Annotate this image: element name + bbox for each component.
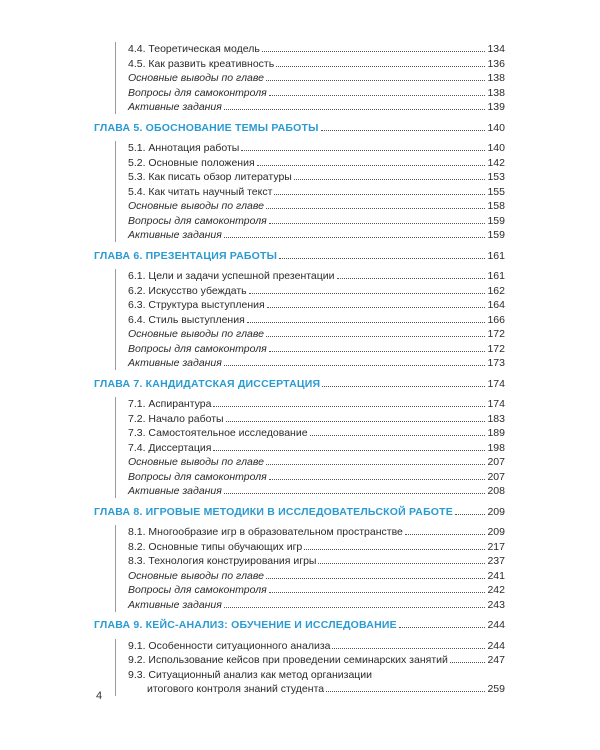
toc-entry bbox=[128, 169, 505, 183]
toc-leader-dots bbox=[269, 223, 485, 224]
toc-leader-dots bbox=[224, 365, 485, 366]
toc-entry-title: итогового контроля знаний студента bbox=[147, 683, 325, 695]
toc-chapter-title: ГЛАВА 9. КЕЙС-АНАЛИЗ: ОБУЧЕНИЕ И ИССЛЕДОВАНИЕ bbox=[94, 619, 397, 631]
toc-chapter bbox=[94, 376, 505, 390]
toc-leader-dots bbox=[213, 450, 485, 451]
toc-entry-title: Вопросы для самоконтроля bbox=[128, 214, 267, 227]
toc-entry bbox=[128, 582, 505, 596]
section-divider-line bbox=[115, 269, 116, 370]
toc-entry-title: Основные выводы по главе bbox=[128, 456, 264, 468]
toc-page-number: 159 bbox=[487, 214, 505, 227]
toc-entry-title: 6.4. Стиль выступления bbox=[128, 313, 245, 326]
toc-entry-title: Вопросы для самоконтроля bbox=[128, 470, 267, 483]
toc-entry-title: 4.4. Теоретическая модель bbox=[128, 43, 260, 55]
toc-entry-title: 8.3. Технология конструирования игры bbox=[128, 555, 317, 567]
toc-entry bbox=[128, 213, 505, 227]
toc-page-number: 155 bbox=[487, 185, 505, 198]
toc-page-number: 173 bbox=[487, 357, 505, 369]
toc-leader-dots bbox=[257, 165, 485, 166]
toc-leader-dots bbox=[224, 237, 485, 238]
toc-page-number: 164 bbox=[487, 299, 505, 311]
toc-chapter bbox=[94, 504, 505, 518]
toc-page-number: 242 bbox=[487, 584, 505, 596]
toc-entry bbox=[128, 652, 505, 666]
toc-page-number: 136 bbox=[487, 57, 505, 70]
toc-entry-title: Основные выводы по главе bbox=[128, 328, 264, 340]
toc-leader-dots bbox=[294, 179, 485, 180]
toc-page-number: 138 bbox=[487, 86, 505, 99]
toc-entry-title: 6.3. Структура выступления bbox=[128, 299, 265, 311]
toc-leader-dots bbox=[332, 648, 485, 649]
toc-leader-dots bbox=[276, 66, 485, 67]
toc-page-number: 198 bbox=[487, 441, 505, 454]
toc-leader-dots bbox=[399, 627, 485, 628]
toc-leader-dots bbox=[310, 435, 485, 436]
toc-chapter bbox=[94, 248, 505, 262]
toc-entry bbox=[128, 268, 505, 282]
toc-page-number: 140 bbox=[487, 121, 505, 134]
toc-entry bbox=[128, 568, 505, 582]
toc-entry bbox=[128, 440, 505, 454]
toc-entry bbox=[128, 425, 505, 439]
toc-entry bbox=[128, 396, 505, 410]
toc-page-number: 139 bbox=[487, 101, 505, 113]
toc-page-number: 134 bbox=[487, 43, 505, 55]
toc-chapter bbox=[94, 120, 505, 134]
toc-entry bbox=[128, 355, 505, 369]
toc-entry-title: Активные задания bbox=[128, 485, 222, 497]
toc-entry-title: 9.2. Использование кейсов при проведении семинарских занятий bbox=[128, 654, 448, 666]
toc-leader-dots bbox=[337, 278, 485, 279]
toc-chapter-title: ГЛАВА 5. ОБОСНОВАНИЕ ТЕМЫ РАБОТЫ bbox=[94, 121, 319, 134]
toc-page-number: 243 bbox=[487, 598, 505, 611]
toc-entry bbox=[128, 553, 505, 567]
toc-entry-title: 9.3. Ситуационный анализ как метод организации bbox=[128, 668, 373, 681]
toc-leader-dots bbox=[267, 307, 485, 308]
toc-entry-title: 5.1. Аннотация работы bbox=[128, 142, 240, 154]
toc-entry-title: Вопросы для самоконтроля bbox=[128, 342, 267, 355]
toc-chapter-title: ГЛАВА 7. КАНДИДАТСКАЯ ДИССЕРТАЦИЯ bbox=[94, 377, 321, 390]
toc-entry-title: 9.1. Особенности ситуационного анализа bbox=[128, 639, 331, 652]
page-number: 4 bbox=[96, 690, 103, 702]
toc-page-number: 161 bbox=[487, 270, 505, 282]
toc-entry bbox=[128, 140, 505, 154]
toc-leader-dots bbox=[249, 293, 485, 294]
toc-entry bbox=[128, 341, 505, 355]
toc-leader-dots bbox=[279, 258, 485, 259]
toc-page-number: 161 bbox=[487, 249, 505, 262]
toc-leader-dots bbox=[266, 80, 485, 81]
toc-entry-title: Основные выводы по главе bbox=[128, 569, 264, 582]
toc-leader-dots bbox=[224, 607, 485, 608]
toc-page-number: 138 bbox=[487, 72, 505, 84]
toc-page-number: 158 bbox=[487, 200, 505, 212]
toc-entry-title: Активные задания bbox=[128, 101, 222, 113]
toc-leader-dots bbox=[322, 386, 485, 387]
toc-entry bbox=[128, 56, 505, 70]
toc-page-number: 189 bbox=[487, 427, 505, 439]
toc-entry bbox=[128, 184, 505, 198]
toc-leader-dots bbox=[266, 208, 485, 209]
toc-page-number: 142 bbox=[487, 156, 505, 169]
toc-leader-dots bbox=[318, 563, 485, 564]
toc-entry bbox=[128, 326, 505, 340]
toc-entry bbox=[128, 70, 505, 84]
toc-leader-dots bbox=[266, 464, 485, 465]
toc-page-number: 244 bbox=[487, 639, 505, 652]
toc-leader-dots bbox=[224, 109, 485, 110]
toc-leader-dots bbox=[266, 578, 485, 579]
toc-page-number: 208 bbox=[487, 485, 505, 497]
toc-entry-title: 6.1. Цели и задачи успешной презентации bbox=[128, 270, 335, 282]
toc-page-number: 166 bbox=[487, 313, 505, 326]
toc-page-number: 207 bbox=[487, 456, 505, 468]
toc-leader-dots bbox=[269, 351, 485, 352]
toc-page-number: 237 bbox=[487, 555, 505, 567]
toc-entry bbox=[128, 283, 505, 297]
toc-leader-dots bbox=[269, 592, 485, 593]
toc-page-number: 247 bbox=[487, 654, 505, 666]
toc-entry bbox=[128, 41, 505, 55]
toc-entry-title: Вопросы для самоконтроля bbox=[128, 584, 267, 596]
toc-leader-dots bbox=[262, 51, 485, 52]
toc-leader-dots bbox=[266, 336, 485, 337]
toc-leader-dots bbox=[405, 534, 485, 535]
toc-entry-title: Вопросы для самоконтроля bbox=[128, 86, 267, 99]
toc-leader-dots bbox=[304, 549, 485, 550]
toc-entry-title: 7.4. Диссертация bbox=[128, 441, 212, 454]
toc-leader-dots bbox=[241, 150, 485, 151]
toc-entry bbox=[128, 597, 505, 611]
toc-page-number: 174 bbox=[487, 377, 505, 390]
toc-page-number: 244 bbox=[487, 619, 505, 631]
toc-entry-title: Активные задания bbox=[128, 229, 222, 241]
toc-entry bbox=[128, 297, 505, 311]
toc-leader-dots bbox=[455, 514, 485, 515]
toc-page-number: 159 bbox=[487, 229, 505, 241]
toc-page-number: 217 bbox=[487, 540, 505, 553]
toc-page-number: 174 bbox=[487, 398, 505, 410]
section-divider-line bbox=[115, 397, 116, 498]
toc-page-number: 207 bbox=[487, 470, 505, 483]
toc-entry-title: 7.3. Самостоятельное исследование bbox=[128, 427, 308, 439]
toc-page-number: 153 bbox=[487, 171, 505, 183]
toc-entry bbox=[128, 483, 505, 497]
toc-entry bbox=[128, 454, 505, 468]
toc-entry bbox=[128, 99, 505, 113]
toc-entry bbox=[128, 411, 505, 425]
section-divider-line bbox=[115, 141, 116, 242]
toc-chapter-title: ГЛАВА 6. ПРЕЗЕНТАЦИЯ РАБОТЫ bbox=[94, 249, 278, 262]
section-divider-line bbox=[115, 525, 116, 612]
toc-leader-dots bbox=[450, 662, 485, 663]
toc-page-number: 209 bbox=[487, 526, 505, 538]
toc-leader-dots bbox=[226, 421, 485, 422]
toc-leader-dots bbox=[274, 194, 485, 195]
toc-entry bbox=[128, 469, 505, 483]
toc-page-number: 209 bbox=[487, 505, 505, 518]
toc-leader-dots bbox=[224, 493, 485, 494]
toc-entry-title: 7.2. Начало работы bbox=[128, 412, 224, 425]
toc-page-number: 172 bbox=[487, 342, 505, 355]
toc-entry bbox=[147, 681, 505, 695]
toc-entry bbox=[128, 198, 505, 212]
toc-entry bbox=[128, 85, 505, 99]
toc-entry-title: 5.4. Как читать научный текст bbox=[128, 185, 273, 198]
toc-entry bbox=[128, 227, 505, 241]
toc-entry-title: 4.5. Как развить креативность bbox=[128, 57, 275, 70]
toc-leader-dots bbox=[269, 479, 485, 480]
toc-page-number: 259 bbox=[487, 683, 505, 695]
toc-entry-title: 8.2. Основные типы обучающих игр bbox=[128, 540, 303, 553]
toc-page-number: 162 bbox=[487, 284, 505, 297]
section-divider-line bbox=[115, 42, 116, 114]
section-divider-line bbox=[115, 639, 116, 697]
toc-page-number: 172 bbox=[487, 328, 505, 340]
toc-leader-dots bbox=[269, 95, 485, 96]
toc-leader-dots bbox=[326, 691, 485, 692]
toc-leader-dots bbox=[213, 406, 485, 407]
toc-page-number: 183 bbox=[487, 412, 505, 425]
toc-entry bbox=[128, 539, 505, 553]
toc-entry-title: Активные задания bbox=[128, 357, 222, 369]
toc-entry-title: Основные выводы по главе bbox=[128, 72, 264, 84]
toc-entry-title: 5.2. Основные положения bbox=[128, 156, 255, 169]
toc-entry-title: 6.2. Искусство убеждать bbox=[128, 284, 247, 297]
toc-page-number: 241 bbox=[487, 569, 505, 582]
toc-chapter-title: ГЛАВА 8. ИГРОВЫЕ МЕТОДИКИ В ИССЛЕДОВАТЕЛЬСКОЙ РАБОТЕ bbox=[94, 505, 453, 518]
toc-leader-dots bbox=[247, 322, 485, 323]
toc-chapter bbox=[94, 617, 505, 631]
toc-entry bbox=[128, 312, 505, 326]
toc-leader-dots bbox=[321, 130, 485, 131]
toc-entry bbox=[128, 638, 505, 652]
toc-entry-title: 5.3. Как писать обзор литературы bbox=[128, 171, 292, 183]
toc-entry-title: Активные задания bbox=[128, 598, 222, 611]
toc-entry bbox=[128, 667, 505, 681]
toc-page-number: 140 bbox=[487, 142, 505, 154]
toc-entry-title: Основные выводы по главе bbox=[128, 200, 264, 212]
toc-entry bbox=[128, 155, 505, 169]
toc-entry-title: 7.1. Аспирантура bbox=[128, 398, 212, 410]
toc-entry bbox=[128, 524, 505, 538]
toc-entry-title: 8.1. Многообразие игр в образовательном пространстве bbox=[128, 526, 403, 538]
